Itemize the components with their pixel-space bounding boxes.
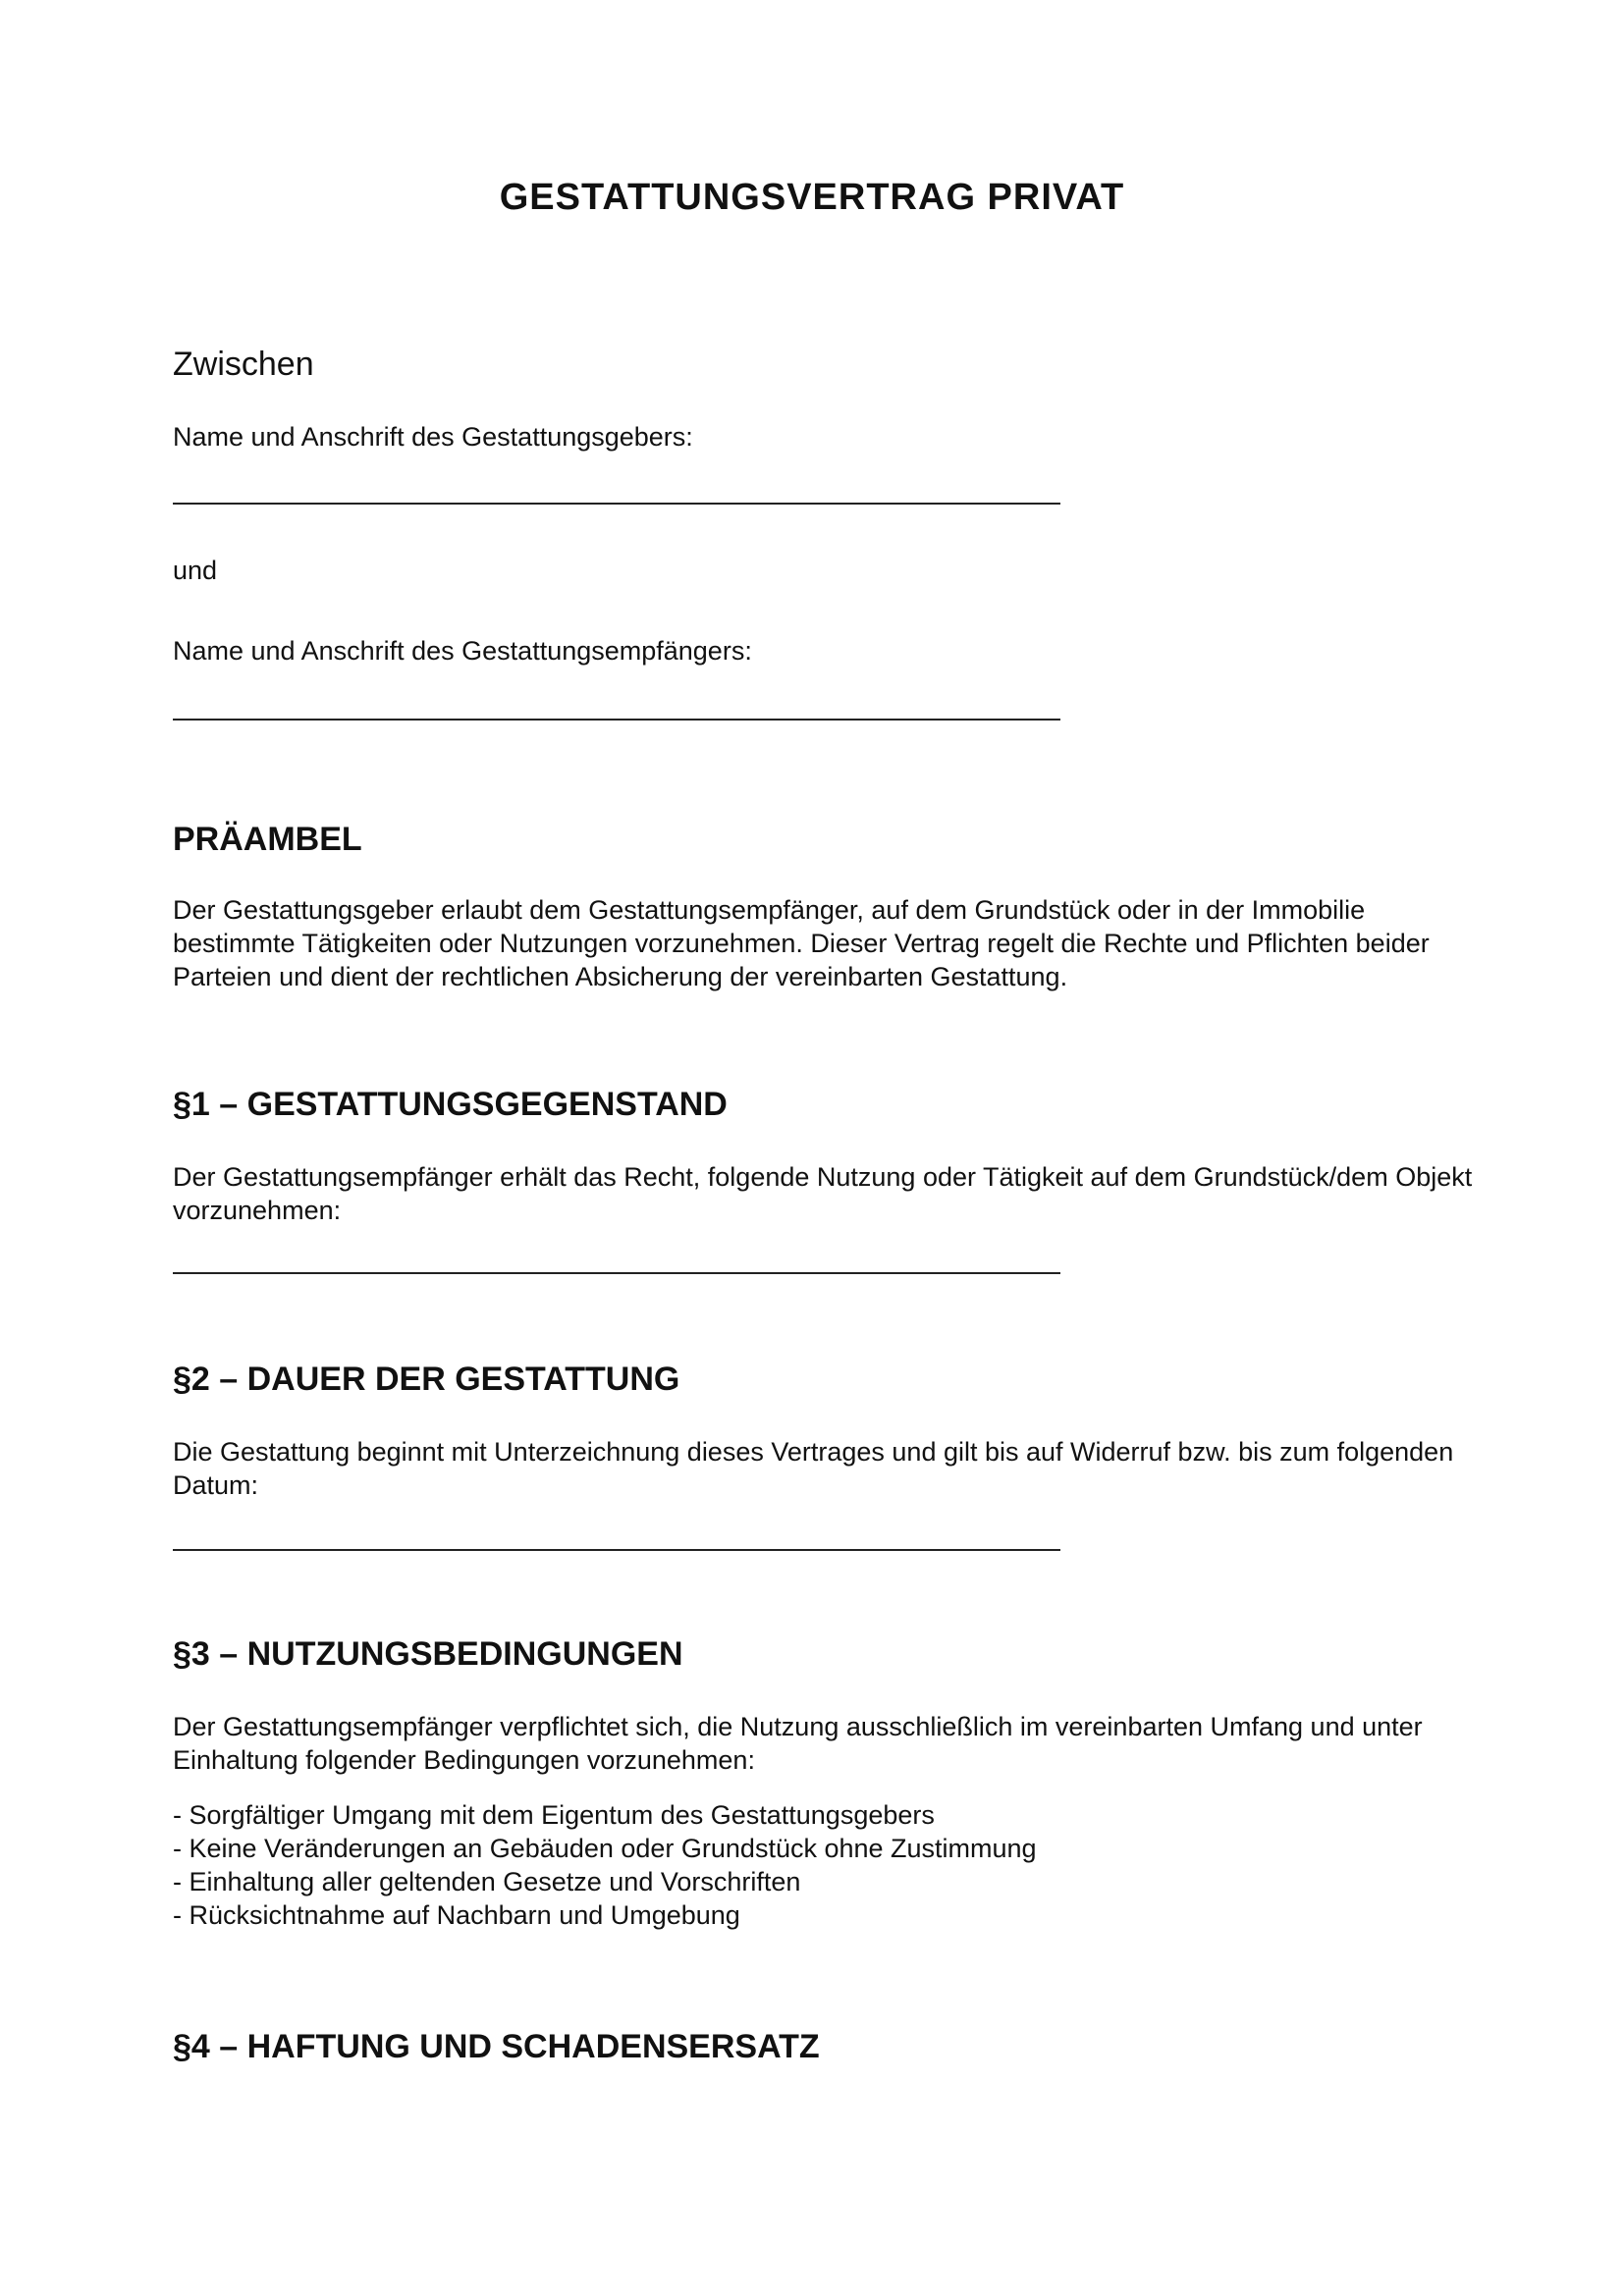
section-1-heading: §1 – GESTATTUNGSGEGENSTAND — [173, 1086, 728, 1123]
giver-signature-line[interactable] — [173, 503, 1060, 505]
receiver-signature-line[interactable] — [173, 719, 1060, 721]
giver-label: Name und Anschrift des Gestattungsgebers: — [173, 422, 693, 452]
preamble-text: Der Gestattungsgeber erlaubt dem Gestattungsempfänger, auf dem Grundstück oder in der Immobilie bestimmte Tätigkeiten oder Nutzungen vorzunehmen. Dieser Vertrag regelt die Rechte und Pflichten beider Parteien und dient der rechtlichen Absicherung der vereinbarten Gestattung. — [173, 895, 1430, 991]
section-2-fill-line[interactable] — [173, 1549, 1060, 1551]
receiver-label: Name und Anschrift des Gestattungsempfängers: — [173, 636, 752, 666]
list-item: - Einhaltung aller geltenden Gesetze und Vorschriften — [173, 1867, 801, 1896]
conjunction-text: und — [173, 556, 218, 585]
preamble-heading: PRÄAMBEL — [173, 821, 362, 858]
list-item: - Keine Veränderungen an Gebäuden oder Grundstück ohne Zustimmung — [173, 1834, 1037, 1863]
section-3-text: Der Gestattungsempfänger verpflichtet sich, die Nutzung ausschließlich im vereinbarten Umfang und unter Einhaltung folgender Bedingungen vorzunehmen: — [173, 1712, 1423, 1775]
list-item: - Sorgfältiger Umgang mit dem Eigentum des Gestattungsgebers — [173, 1800, 935, 1830]
section-3-heading: §3 – NUTZUNGSBEDINGUNGEN — [173, 1635, 683, 1673]
section-2-heading: §2 – DAUER DER GESTATTUNG — [173, 1361, 680, 1398]
list-item: - Rücksichtnahme auf Nachbarn und Umgebung — [173, 1900, 740, 1930]
parties-intro: Zwischen — [173, 346, 314, 383]
section-1-text: Der Gestattungsempfänger erhält das Recht, folgende Nutzung oder Tätigkeit auf dem Grundstück/dem Objekt vorzunehmen: — [173, 1162, 1473, 1225]
section-1-fill-line[interactable] — [173, 1272, 1060, 1274]
conditions-list — [173, 1798, 1037, 1932]
document-title: GESTATTUNGSVERTRAG PRIVAT — [499, 177, 1125, 218]
section-2-text: Die Gestattung beginnt mit Unterzeichnung dieses Vertrages und gilt bis auf Widerruf bzw. bis zum folgenden Datum: — [173, 1437, 1454, 1500]
section-4-heading: §4 – HAFTUNG UND SCHADENSERSATZ — [173, 2028, 820, 2065]
